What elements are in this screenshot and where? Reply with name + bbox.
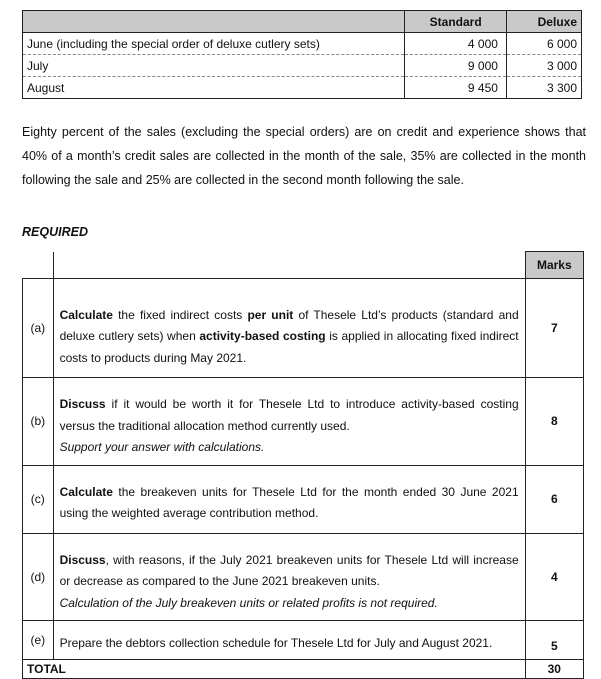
question-text [53, 621, 525, 660]
question-text-run: the breakeven units for Thesele Ltd for the month ended 30 June 2021 using the weighted average contribution method. [59, 484, 519, 520]
question-letter: (e) [23, 621, 54, 660]
sales-volume-table [22, 10, 582, 99]
question-row-b [23, 378, 584, 466]
total-label: TOTAL [23, 659, 526, 678]
question-row-d [23, 533, 584, 621]
question-text-run: if it would be worth it for Thesele Ltd to introduce activity-based costing versus the traditional allocation method currently used. [59, 397, 519, 433]
question-marks: 5 [525, 621, 583, 660]
marks-column-header: Marks [525, 252, 583, 279]
header-empty-text [53, 252, 525, 279]
row-deluxe: 3 000 [506, 55, 581, 77]
row-label: July [23, 55, 405, 77]
header-empty-letter [23, 252, 54, 279]
question-text-run: , with reasons, if the July 2021 breakeven units for Thesele Ltd will increase or decrease as compared to the June 2021 breakeven units. [59, 552, 519, 588]
header-standard: Standard [405, 11, 507, 33]
question-text [53, 465, 525, 533]
question-text [53, 533, 525, 621]
total-marks: 30 [525, 659, 583, 678]
row-standard: 9 000 [405, 55, 507, 77]
row-standard: 9 450 [405, 77, 507, 99]
question-marks: 8 [525, 378, 583, 466]
question-letter: (c) [23, 465, 54, 533]
question-text-run: Discuss [59, 397, 106, 411]
question-text-run: of Thesele Ltd’s products (standard and deluxe cutlery sets) when [59, 307, 519, 343]
row-standard: 4 000 [405, 33, 507, 55]
total-row [23, 659, 584, 678]
question-marks: 6 [525, 465, 583, 533]
question-letter: (b) [23, 378, 54, 466]
sales-row-june [23, 33, 582, 55]
question-text-run: the fixed indirect costs [112, 307, 248, 322]
question-text [53, 378, 525, 466]
sales-table-header [23, 11, 582, 33]
question-text-run: Calculate [59, 484, 113, 499]
question-text [53, 278, 525, 378]
question-marks: 4 [525, 533, 583, 621]
header-deluxe: Deluxe [506, 11, 581, 33]
row-deluxe: 3 300 [506, 77, 581, 99]
question-note: Calculation of the July breakeven units or related profits is not required. [59, 595, 438, 610]
question-text-run: Discuss [59, 552, 106, 567]
row-label: June (including the special order of deluxe cutlery sets) [23, 33, 405, 55]
question-letter: (a) [23, 278, 54, 378]
credit-sales-paragraph: Eighty percent of the sales (excluding the special orders) are on credit and experience shows that 40% of a month’s credit sales are collected in the month of the sale, 35% are collected in the month following the sale and 25% are collected in the second month following the sale. [22, 125, 586, 187]
marks-header-row [23, 252, 584, 279]
question-text-run: Prepare the debtors collection schedule for Thesele Ltd for July and August 2021. [59, 636, 493, 650]
header-label-cell [23, 11, 405, 33]
question-letter: (d) [23, 533, 54, 621]
question-text-run: Calculate [59, 307, 113, 322]
question-text-run: activity-based costing [199, 329, 326, 343]
question-note: Support your answer with calculations. [59, 440, 265, 454]
question-marks: 7 [525, 278, 583, 378]
question-row-c [23, 465, 584, 533]
question-row-e [23, 621, 584, 660]
sales-row-july [23, 55, 582, 77]
row-deluxe: 6 000 [506, 33, 581, 55]
question-text-run: is applied in allocating fixed indirect costs to products during May 2021. [59, 329, 519, 365]
required-marks-table [22, 251, 584, 679]
question-row-a [23, 278, 584, 378]
required-heading: REQUIRED [22, 225, 88, 239]
row-label: August [23, 77, 405, 99]
sales-row-august [23, 77, 582, 99]
question-text-run: per unit [247, 307, 294, 322]
